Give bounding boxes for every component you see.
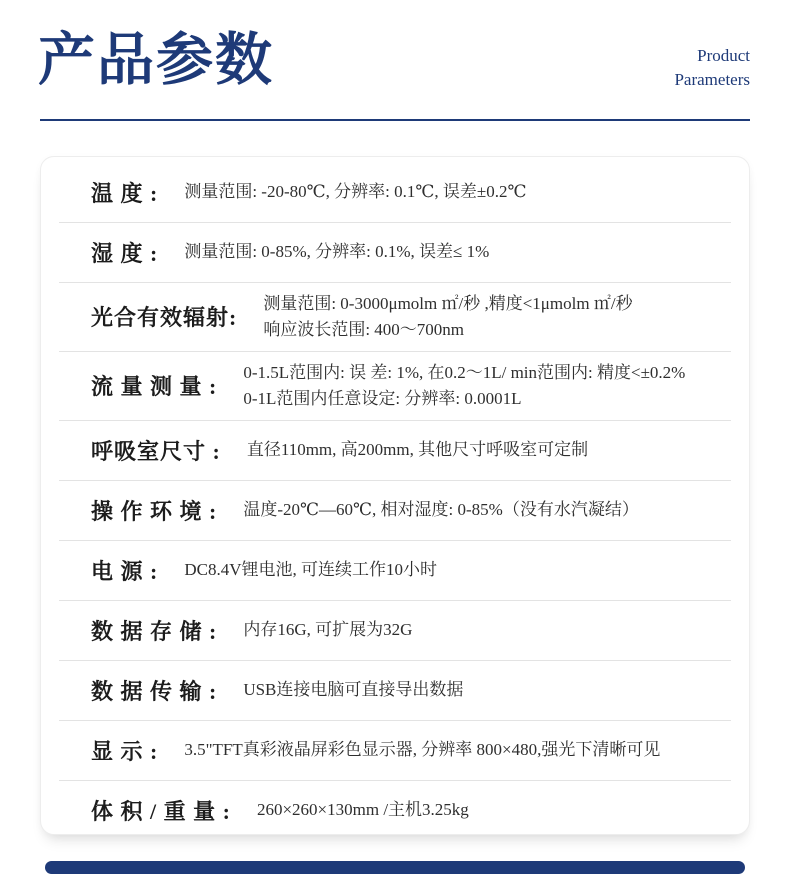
spec-value-line: 260×260×130mm /主机3.25kg	[256, 800, 469, 820]
spec-value-line: 温度-20℃—60℃, 相对湿度: 0-85%（没有水汽凝结）	[243, 500, 639, 520]
spec-label: 数 据 传 输 :	[91, 678, 218, 704]
spec-value	[247, 437, 588, 463]
spec-value-line: DC8.4V锂电池, 可连续工作10小时	[184, 560, 437, 580]
spec-value-line: 内存16G, 可扩展为32G	[243, 620, 413, 640]
spec-row	[59, 601, 731, 661]
spec-label: 数 据 存 储 :	[91, 618, 218, 644]
spec-card	[40, 156, 750, 835]
spec-value	[243, 677, 463, 703]
spec-row	[59, 721, 731, 781]
spec-value-line: 测量范围: 0-3000μmolm ㎡/秒 ,精度<1μmolm ㎡/秒	[263, 293, 633, 313]
spec-value	[257, 797, 469, 823]
page-title: 产品参数	[38, 29, 274, 92]
spec-label: 体 积 / 重 量 :	[91, 798, 231, 824]
spec-value-line: 测量范围: -20-80℃, 分辨率: 0.1℃, 误差±0.2℃	[184, 182, 527, 202]
spec-row	[59, 283, 731, 352]
spec-label: 显 示 :	[91, 738, 159, 764]
spec-value	[243, 497, 639, 523]
spec-label: 温 度 :	[91, 180, 159, 206]
page-subtitle-line2: Parameters	[674, 69, 750, 89]
spec-label: 操 作 环 境 :	[91, 498, 218, 524]
spec-value	[243, 617, 412, 643]
spec-label: 湿 度 :	[91, 240, 159, 266]
spec-value-line: 直径110mm, 高200mm, 其他尺寸呼吸室可定制	[246, 440, 589, 460]
spec-value	[184, 239, 489, 265]
header-rule-divider	[40, 119, 750, 121]
spec-value-line: 测量范围: 0-85%, 分辨率: 0.1%, 误差≤ 1%	[184, 242, 490, 262]
page-subtitle-line1: Product	[697, 46, 750, 65]
spec-value-line: 0-1.5L范围内: 误 差: 1%, 在0.2～1L/ min范围内: 精度<±0.2%	[243, 362, 686, 382]
spec-label: 光合有效辐射:	[91, 305, 238, 331]
spec-value	[263, 291, 632, 343]
spec-value	[184, 737, 660, 763]
spec-value-line: 3.5"TFT真彩液晶屏彩色显示器, 分辨率 800×480,强光下清晰可见	[184, 740, 661, 760]
page-subtitle-en	[674, 44, 750, 92]
spec-rows-container	[41, 163, 749, 835]
spec-row	[59, 781, 731, 835]
spec-value-line: 0-1L范围内任意设定: 分辨率: 0.0001L	[243, 388, 522, 408]
spec-label: 电 源 :	[91, 558, 159, 584]
spec-row	[59, 421, 731, 481]
spec-row	[59, 223, 731, 283]
spec-row	[59, 481, 731, 541]
spec-value	[243, 360, 685, 412]
spec-value	[184, 179, 526, 205]
spec-label: 流 量 测 量 :	[91, 374, 218, 400]
header	[0, 0, 790, 94]
spec-row	[59, 661, 731, 721]
spec-value-line: USB连接电脑可直接导出数据	[243, 680, 464, 700]
footer-accent-bar	[45, 861, 745, 874]
spec-label: 呼吸室尺寸 :	[91, 438, 221, 464]
spec-row	[59, 352, 731, 421]
spec-value-line: 响应波长范围: 400～700nm	[263, 319, 465, 339]
spec-value	[184, 557, 437, 583]
spec-row	[59, 163, 731, 223]
spec-row	[59, 541, 731, 601]
